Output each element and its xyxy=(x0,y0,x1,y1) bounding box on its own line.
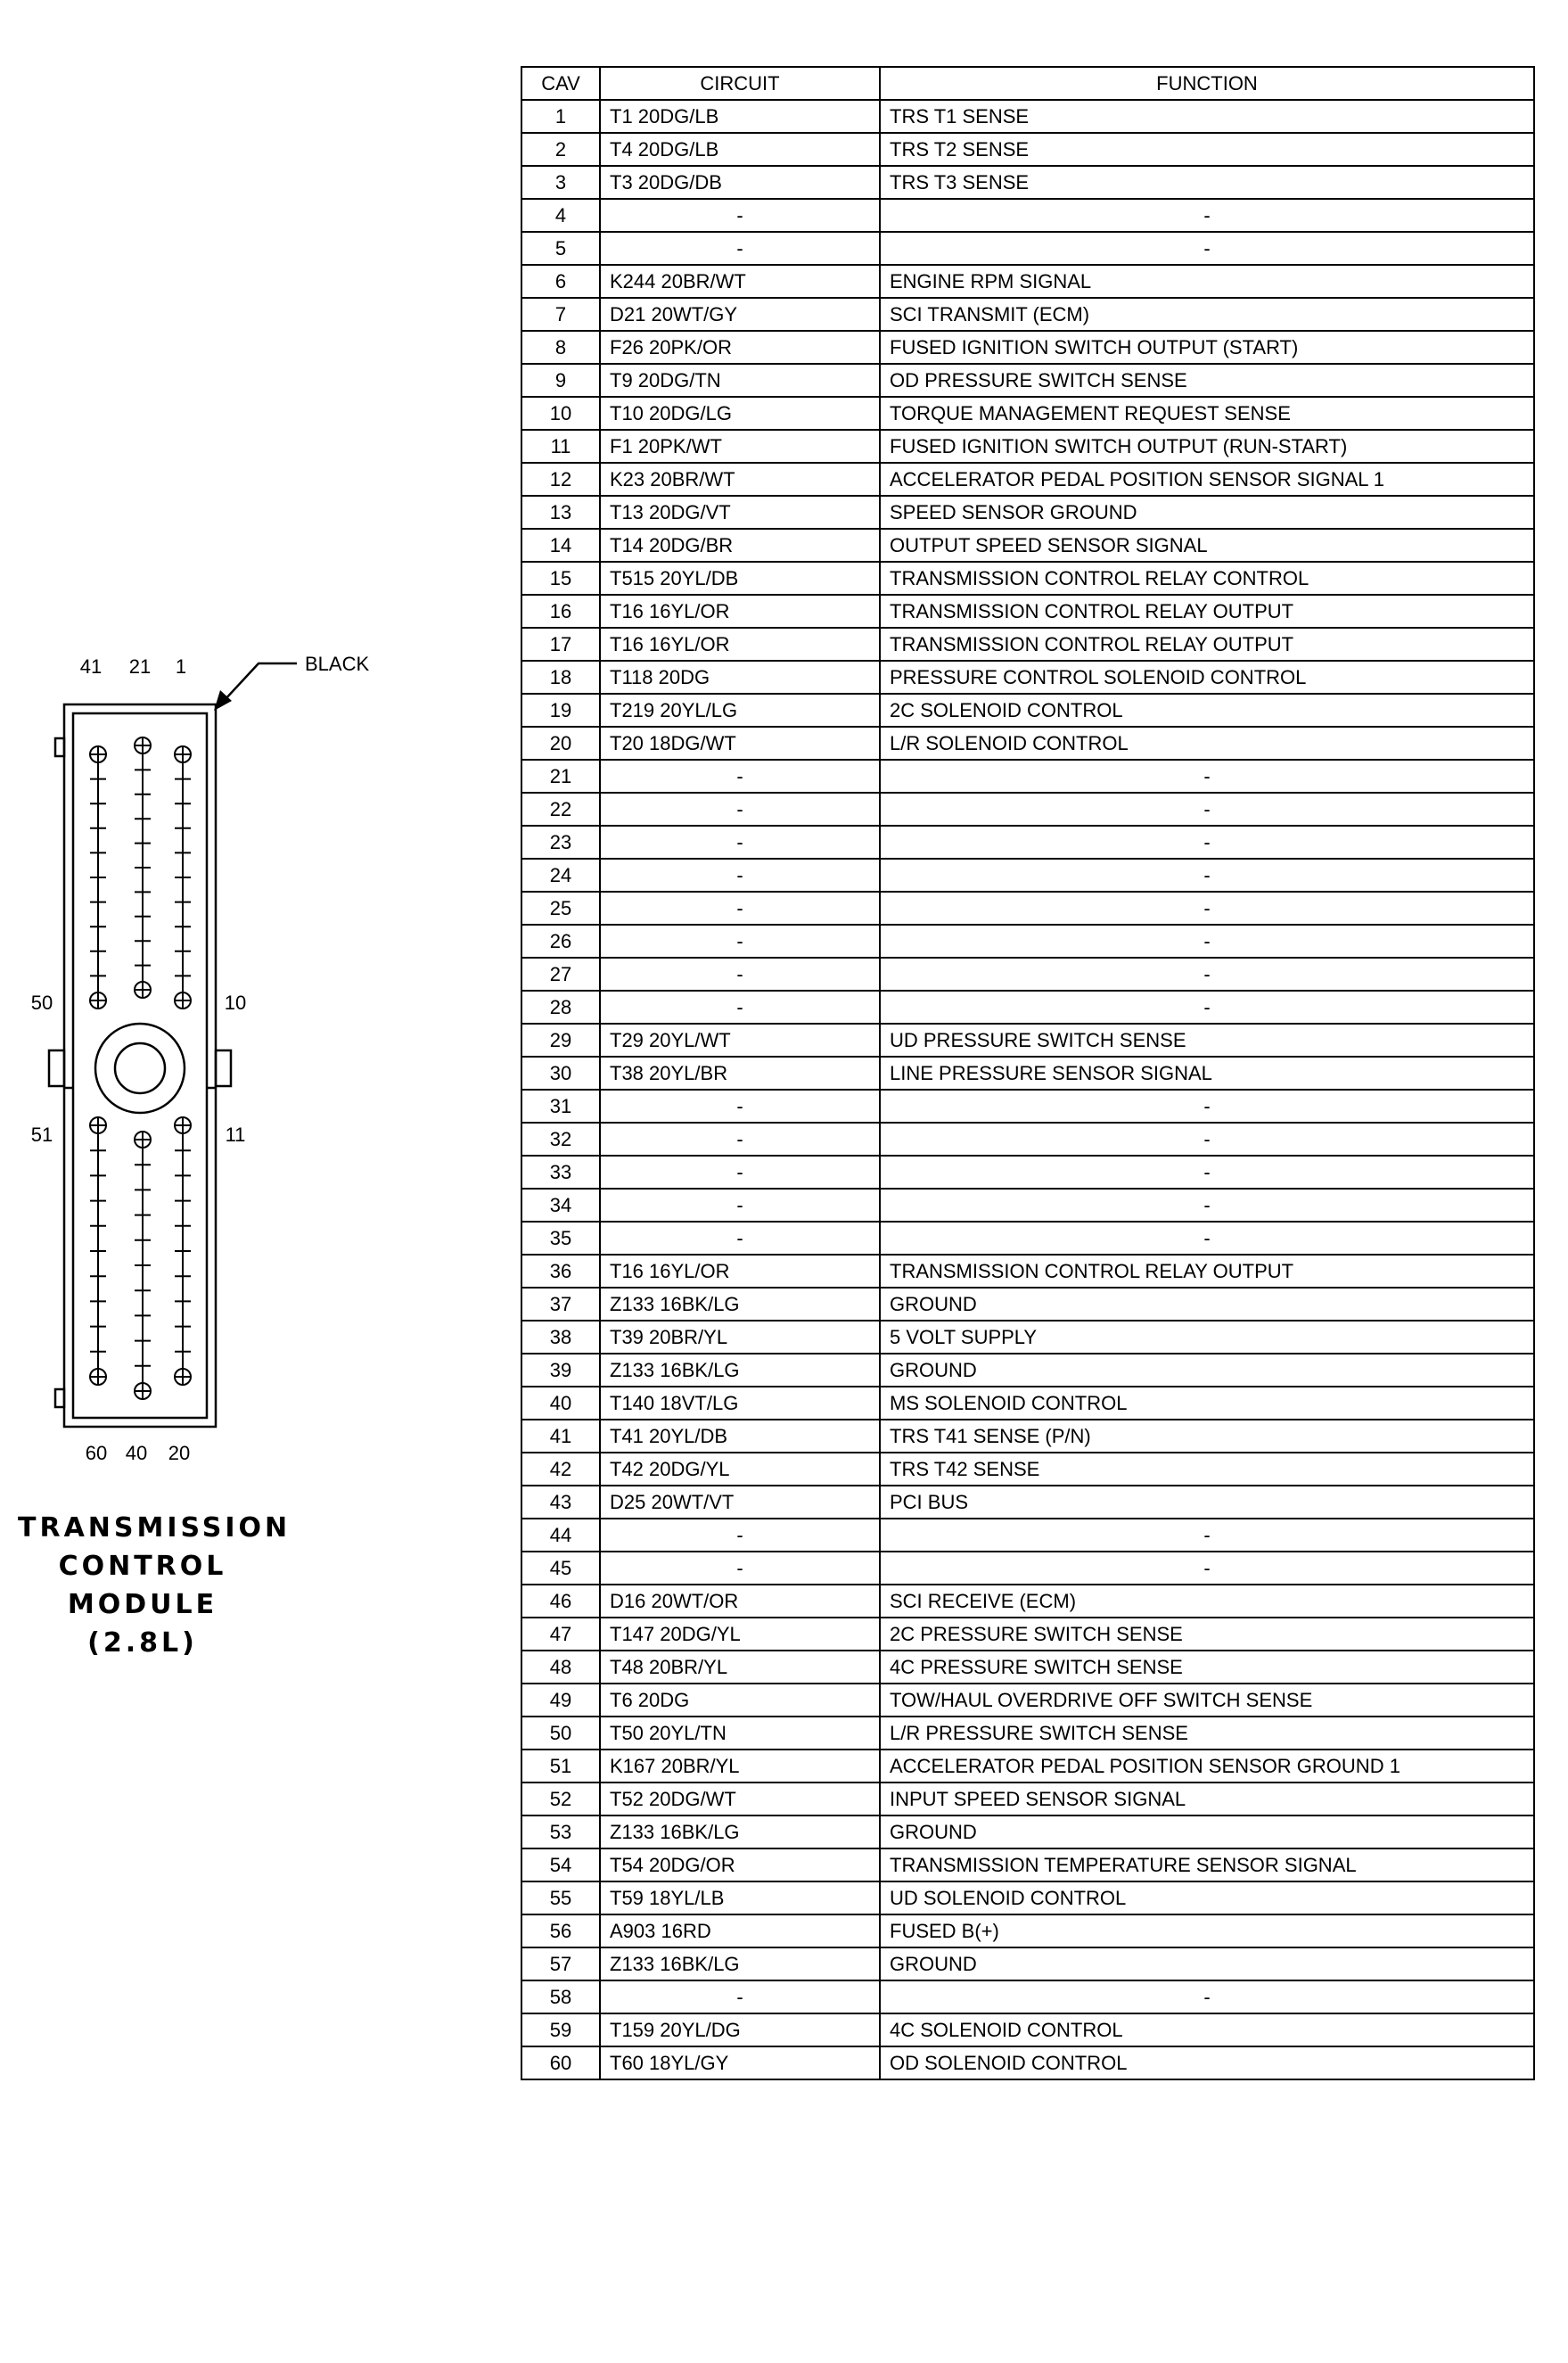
circuit-cell: T54 20DG/OR xyxy=(600,1848,880,1881)
function-cell: SPEED SENSOR GROUND xyxy=(880,496,1534,529)
circuit-cell: - xyxy=(600,793,880,826)
table-row xyxy=(521,1519,1534,1552)
cav-cell: 18 xyxy=(521,661,600,694)
circuit-cell: T3 20DG/DB xyxy=(600,166,880,199)
module-title-line: (2.8L) xyxy=(87,1627,198,1659)
function-cell: - xyxy=(880,1552,1534,1585)
function-cell: GROUND xyxy=(880,1815,1534,1848)
table-row xyxy=(521,1453,1534,1486)
table-row xyxy=(521,1618,1534,1651)
function-cell: - xyxy=(880,958,1534,991)
cav-cell: 32 xyxy=(521,1123,600,1156)
circuit-cell: T10 20DG/LG xyxy=(600,397,880,430)
table-row xyxy=(521,694,1534,727)
pin-label-1: 1 xyxy=(175,655,187,678)
function-cell: PRESSURE CONTROL SOLENOID CONTROL xyxy=(880,661,1534,694)
cav-cell: 9 xyxy=(521,364,600,397)
function-cell: - xyxy=(880,991,1534,1024)
cav-cell: 30 xyxy=(521,1057,600,1090)
circuit-cell: D25 20WT/VT xyxy=(600,1486,880,1519)
cav-cell: 39 xyxy=(521,1354,600,1387)
pin-label-50: 50 xyxy=(30,992,53,1014)
cav-cell: 54 xyxy=(521,1848,600,1881)
cav-cell: 8 xyxy=(521,331,600,364)
circuit-cell: - xyxy=(600,892,880,925)
function-cell: ENGINE RPM SIGNAL xyxy=(880,265,1534,298)
function-cell: TRANSMISSION CONTROL RELAY OUTPUT xyxy=(880,628,1534,661)
cav-cell: 6 xyxy=(521,265,600,298)
cav-cell: 52 xyxy=(521,1783,600,1815)
pin-label-41: 41 xyxy=(79,655,103,678)
cav-cell: 19 xyxy=(521,694,600,727)
cav-cell: 20 xyxy=(521,727,600,760)
circuit-cell: Z133 16BK/LG xyxy=(600,1815,880,1848)
function-cell: TORQUE MANAGEMENT REQUEST SENSE xyxy=(880,397,1534,430)
table-row xyxy=(521,529,1534,562)
circuit-cell: T60 18YL/GY xyxy=(600,2046,880,2079)
table-row xyxy=(521,958,1534,991)
function-cell: 4C SOLENOID CONTROL xyxy=(880,2013,1534,2046)
function-cell: 4C PRESSURE SWITCH SENSE xyxy=(880,1651,1534,1684)
function-cell: - xyxy=(880,1222,1534,1255)
function-cell: L/R PRESSURE SWITCH SENSE xyxy=(880,1717,1534,1750)
pin-rail xyxy=(135,1132,151,1399)
cav-cell: 17 xyxy=(521,628,600,661)
function-cell: - xyxy=(880,859,1534,892)
circuit-cell: - xyxy=(600,1552,880,1585)
table-row xyxy=(521,1057,1534,1090)
cav-cell: 44 xyxy=(521,1519,600,1552)
table-row xyxy=(521,430,1534,463)
circuit-cell: T29 20YL/WT xyxy=(600,1024,880,1057)
function-cell: 2C PRESSURE SWITCH SENSE xyxy=(880,1618,1534,1651)
function-cell: TRANSMISSION CONTROL RELAY CONTROL xyxy=(880,562,1534,595)
table-row xyxy=(521,1717,1534,1750)
table-row xyxy=(521,1156,1534,1189)
table-row xyxy=(521,991,1534,1024)
cav-cell: 50 xyxy=(521,1717,600,1750)
function-cell: TRS T2 SENSE xyxy=(880,133,1534,166)
function-cell: - xyxy=(880,892,1534,925)
table-row xyxy=(521,1090,1534,1123)
cav-cell: 12 xyxy=(521,463,600,496)
table-row xyxy=(521,1848,1534,1881)
table-row xyxy=(521,1123,1534,1156)
module-title-line: CONTROL xyxy=(58,1551,227,1582)
circuit-cell: - xyxy=(600,760,880,793)
circuit-cell: T159 20YL/DG xyxy=(600,2013,880,2046)
cav-cell: 48 xyxy=(521,1651,600,1684)
table-row xyxy=(521,1750,1534,1783)
table-row xyxy=(521,199,1534,232)
function-cell: - xyxy=(880,1519,1534,1552)
pin-label-11: 11 xyxy=(225,1124,246,1146)
module-title xyxy=(18,1509,291,1662)
circuit-cell: T14 20DG/BR xyxy=(600,529,880,562)
connector-diagram xyxy=(0,0,521,1516)
connector-color-label: BLACK xyxy=(305,653,370,675)
table-row xyxy=(521,1980,1534,2013)
table-row xyxy=(521,562,1534,595)
table-row xyxy=(521,1321,1534,1354)
table-row xyxy=(521,1881,1534,1914)
pin-rail xyxy=(90,1117,106,1385)
cav-cell: 43 xyxy=(521,1486,600,1519)
circuit-cell: T16 16YL/OR xyxy=(600,595,880,628)
function-cell: SCI RECEIVE (ECM) xyxy=(880,1585,1534,1618)
pinout-table xyxy=(521,66,1535,2080)
cav-cell: 27 xyxy=(521,958,600,991)
function-cell: UD SOLENOID CONTROL xyxy=(880,1881,1534,1914)
circuit-cell: T41 20YL/DB xyxy=(600,1420,880,1453)
function-cell: - xyxy=(880,1156,1534,1189)
function-cell: TRS T1 SENSE xyxy=(880,100,1534,133)
circuit-cell: T42 20DG/YL xyxy=(600,1453,880,1486)
table-row xyxy=(521,1420,1534,1453)
circuit-cell: - xyxy=(600,1156,880,1189)
cav-cell: 4 xyxy=(521,199,600,232)
circuit-cell: T59 18YL/LB xyxy=(600,1881,880,1914)
circuit-cell: - xyxy=(600,1090,880,1123)
circuit-cell: - xyxy=(600,199,880,232)
cav-cell: 47 xyxy=(521,1618,600,1651)
header-function: FUNCTION xyxy=(880,67,1534,100)
cav-cell: 25 xyxy=(521,892,600,925)
cav-cell: 46 xyxy=(521,1585,600,1618)
function-cell: - xyxy=(880,925,1534,958)
cav-cell: 42 xyxy=(521,1453,600,1486)
function-cell: GROUND xyxy=(880,1288,1534,1321)
circuit-cell: Z133 16BK/LG xyxy=(600,1354,880,1387)
function-cell: - xyxy=(880,760,1534,793)
table-row xyxy=(521,1684,1534,1717)
circuit-cell: - xyxy=(600,1519,880,1552)
cav-cell: 21 xyxy=(521,760,600,793)
cav-cell: 10 xyxy=(521,397,600,430)
cav-cell: 15 xyxy=(521,562,600,595)
function-cell: - xyxy=(880,232,1534,265)
cav-cell: 35 xyxy=(521,1222,600,1255)
circuit-cell: - xyxy=(600,958,880,991)
function-cell: TOW/HAUL OVERDRIVE OFF SWITCH SENSE xyxy=(880,1684,1534,1717)
circuit-cell: T1 20DG/LB xyxy=(600,100,880,133)
pin-label-21: 21 xyxy=(128,655,152,678)
circuit-cell: T118 20DG xyxy=(600,661,880,694)
table-row xyxy=(521,1189,1534,1222)
circuit-cell: T50 20YL/TN xyxy=(600,1717,880,1750)
table-row xyxy=(521,826,1534,859)
circuit-cell: - xyxy=(600,1189,880,1222)
cav-cell: 41 xyxy=(521,1420,600,1453)
circuit-cell: T140 18VT/LG xyxy=(600,1387,880,1420)
function-cell: GROUND xyxy=(880,1354,1534,1387)
cav-cell: 33 xyxy=(521,1156,600,1189)
circuit-cell: T147 20DG/YL xyxy=(600,1618,880,1651)
function-cell: L/R SOLENOID CONTROL xyxy=(880,727,1534,760)
table-header-row xyxy=(521,67,1534,100)
table-row xyxy=(521,1255,1534,1288)
function-cell: FUSED IGNITION SWITCH OUTPUT (RUN-START) xyxy=(880,430,1534,463)
cav-cell: 31 xyxy=(521,1090,600,1123)
cav-cell: 24 xyxy=(521,859,600,892)
function-cell: - xyxy=(880,826,1534,859)
cav-cell: 22 xyxy=(521,793,600,826)
circuit-cell: - xyxy=(600,859,880,892)
circuit-cell: - xyxy=(600,925,880,958)
circuit-cell: T39 20BR/YL xyxy=(600,1321,880,1354)
table-row xyxy=(521,364,1534,397)
cav-cell: 5 xyxy=(521,232,600,265)
function-cell: LINE PRESSURE SENSOR SIGNAL xyxy=(880,1057,1534,1090)
circuit-cell: T9 20DG/TN xyxy=(600,364,880,397)
header-circuit: CIRCUIT xyxy=(600,67,880,100)
pin-rail xyxy=(175,746,191,1009)
pin-label-10: 10 xyxy=(224,992,247,1014)
function-cell: PCI BUS xyxy=(880,1486,1534,1519)
circuit-cell: T16 16YL/OR xyxy=(600,628,880,661)
cav-cell: 34 xyxy=(521,1189,600,1222)
table-row xyxy=(521,1387,1534,1420)
cav-cell: 56 xyxy=(521,1914,600,1947)
cav-cell: 36 xyxy=(521,1255,600,1288)
pin-label-20: 20 xyxy=(168,1442,191,1464)
circuit-cell: T48 20BR/YL xyxy=(600,1651,880,1684)
pin-rail xyxy=(175,1117,191,1385)
circuit-cell: T219 20YL/LG xyxy=(600,694,880,727)
function-cell: - xyxy=(880,1980,1534,2013)
table-row xyxy=(521,2046,1534,2079)
function-cell: TRANSMISSION CONTROL RELAY OUTPUT xyxy=(880,1255,1534,1288)
table-row xyxy=(521,1552,1534,1585)
function-cell: ACCELERATOR PEDAL POSITION SENSOR SIGNAL 1 xyxy=(880,463,1534,496)
circuit-cell: T38 20YL/BR xyxy=(600,1057,880,1090)
function-cell: INPUT SPEED SENSOR SIGNAL xyxy=(880,1783,1534,1815)
table-row xyxy=(521,628,1534,661)
table-row xyxy=(521,793,1534,826)
table-row xyxy=(521,1914,1534,1947)
cav-cell: 40 xyxy=(521,1387,600,1420)
table-row xyxy=(521,463,1534,496)
table-row xyxy=(521,1585,1534,1618)
table-row xyxy=(521,331,1534,364)
function-cell: ACCELERATOR PEDAL POSITION SENSOR GROUND 1 xyxy=(880,1750,1534,1783)
cav-cell: 16 xyxy=(521,595,600,628)
pin-label-51: 51 xyxy=(30,1124,53,1146)
cav-cell: 53 xyxy=(521,1815,600,1848)
table-row xyxy=(521,1651,1534,1684)
function-cell: 2C SOLENOID CONTROL xyxy=(880,694,1534,727)
pin-label-60: 60 xyxy=(85,1442,108,1464)
pin-rail xyxy=(135,737,151,998)
cav-cell: 59 xyxy=(521,2013,600,2046)
function-cell: - xyxy=(880,199,1534,232)
circuit-cell: T515 20YL/DB xyxy=(600,562,880,595)
circuit-cell: - xyxy=(600,991,880,1024)
pin-rail xyxy=(90,746,106,1009)
table-row xyxy=(521,496,1534,529)
function-cell: - xyxy=(880,1090,1534,1123)
circuit-cell: Z133 16BK/LG xyxy=(600,1947,880,1980)
cav-cell: 26 xyxy=(521,925,600,958)
connector-body xyxy=(49,704,231,1427)
function-cell: 5 VOLT SUPPLY xyxy=(880,1321,1534,1354)
circuit-cell: T20 18DG/WT xyxy=(600,727,880,760)
circuit-cell: D21 20WT/GY xyxy=(600,298,880,331)
function-cell: TRANSMISSION CONTROL RELAY OUTPUT xyxy=(880,595,1534,628)
table-row xyxy=(521,298,1534,331)
table-row xyxy=(521,265,1534,298)
circuit-cell: T16 16YL/OR xyxy=(600,1255,880,1288)
table-row xyxy=(521,1815,1534,1848)
function-cell: TRS T41 SENSE (P/N) xyxy=(880,1420,1534,1453)
circuit-cell: - xyxy=(600,1123,880,1156)
table-row xyxy=(521,1947,1534,1980)
cav-cell: 57 xyxy=(521,1947,600,1980)
cav-cell: 49 xyxy=(521,1684,600,1717)
cav-cell: 51 xyxy=(521,1750,600,1783)
pin-label-40: 40 xyxy=(125,1442,148,1464)
function-cell: GROUND xyxy=(880,1947,1534,1980)
table-row xyxy=(521,1222,1534,1255)
table-row xyxy=(521,925,1534,958)
header-cav: CAV xyxy=(521,67,600,100)
module-title-line: TRANSMISSION xyxy=(18,1512,291,1544)
callout-leader xyxy=(214,663,297,711)
cav-cell: 11 xyxy=(521,430,600,463)
circuit-cell: F26 20PK/OR xyxy=(600,331,880,364)
module-title-line: MODULE xyxy=(67,1589,218,1620)
circuit-cell: K167 20BR/YL xyxy=(600,1750,880,1783)
function-cell: TRANSMISSION TEMPERATURE SENSOR SIGNAL xyxy=(880,1848,1534,1881)
cav-cell: 38 xyxy=(521,1321,600,1354)
cav-cell: 37 xyxy=(521,1288,600,1321)
function-cell: FUSED B(+) xyxy=(880,1914,1534,1947)
function-cell: TRS T42 SENSE xyxy=(880,1453,1534,1486)
cav-cell: 23 xyxy=(521,826,600,859)
pin-rails xyxy=(90,737,191,1399)
circuit-cell: A903 16RD xyxy=(600,1914,880,1947)
function-cell: OUTPUT SPEED SENSOR SIGNAL xyxy=(880,529,1534,562)
function-cell: - xyxy=(880,1123,1534,1156)
table-row xyxy=(521,1288,1534,1321)
table-row xyxy=(521,892,1534,925)
cav-cell: 60 xyxy=(521,2046,600,2079)
table-row xyxy=(521,760,1534,793)
circuit-cell: T4 20DG/LB xyxy=(600,133,880,166)
table-row xyxy=(521,595,1534,628)
circuit-cell: K244 20BR/WT xyxy=(600,265,880,298)
cav-cell: 55 xyxy=(521,1881,600,1914)
pinout-body xyxy=(521,100,1534,2079)
circuit-cell: - xyxy=(600,1980,880,2013)
circuit-cell: T13 20DG/VT xyxy=(600,496,880,529)
table-row xyxy=(521,232,1534,265)
circuit-cell: - xyxy=(600,826,880,859)
cav-cell: 13 xyxy=(521,496,600,529)
circuit-cell: K23 20BR/WT xyxy=(600,463,880,496)
function-cell: OD SOLENOID CONTROL xyxy=(880,2046,1534,2079)
table-row xyxy=(521,1783,1534,1815)
cav-cell: 7 xyxy=(521,298,600,331)
cav-cell: 58 xyxy=(521,1980,600,2013)
function-cell: MS SOLENOID CONTROL xyxy=(880,1387,1534,1420)
table-row xyxy=(521,1486,1534,1519)
cav-cell: 45 xyxy=(521,1552,600,1585)
function-cell: FUSED IGNITION SWITCH OUTPUT (START) xyxy=(880,331,1534,364)
circuit-cell: T52 20DG/WT xyxy=(600,1783,880,1815)
cav-cell: 3 xyxy=(521,166,600,199)
circuit-cell: - xyxy=(600,1222,880,1255)
function-cell: UD PRESSURE SWITCH SENSE xyxy=(880,1024,1534,1057)
table-row xyxy=(521,397,1534,430)
table-row xyxy=(521,1024,1534,1057)
function-cell: - xyxy=(880,1189,1534,1222)
cav-cell: 28 xyxy=(521,991,600,1024)
table-row xyxy=(521,727,1534,760)
cav-cell: 2 xyxy=(521,133,600,166)
table-row xyxy=(521,661,1534,694)
table-row xyxy=(521,1354,1534,1387)
cav-cell: 14 xyxy=(521,529,600,562)
function-cell: TRS T3 SENSE xyxy=(880,166,1534,199)
function-cell: OD PRESSURE SWITCH SENSE xyxy=(880,364,1534,397)
table-row xyxy=(521,859,1534,892)
circuit-cell: D16 20WT/OR xyxy=(600,1585,880,1618)
cav-cell: 1 xyxy=(521,100,600,133)
table-row xyxy=(521,100,1534,133)
circuit-cell: F1 20PK/WT xyxy=(600,430,880,463)
circuit-cell: - xyxy=(600,232,880,265)
function-cell: - xyxy=(880,793,1534,826)
cav-cell: 29 xyxy=(521,1024,600,1057)
function-cell: SCI TRANSMIT (ECM) xyxy=(880,298,1534,331)
circuit-cell: Z133 16BK/LG xyxy=(600,1288,880,1321)
table-row xyxy=(521,133,1534,166)
table-row xyxy=(521,2013,1534,2046)
table-row xyxy=(521,166,1534,199)
circuit-cell: T6 20DG xyxy=(600,1684,880,1717)
